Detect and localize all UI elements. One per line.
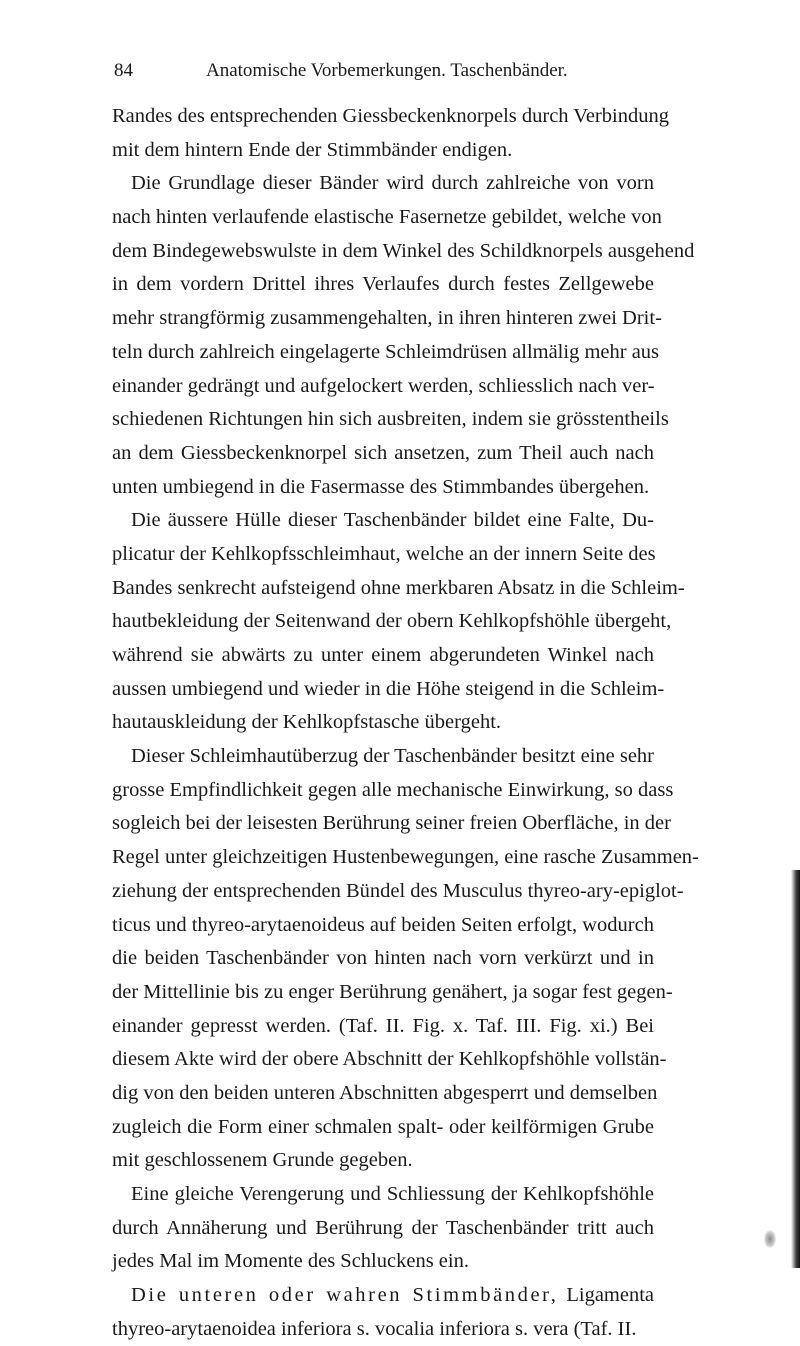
text-line: zugleich die Form einer schmalen spalt- oder keilförmigen Grube: [112, 1115, 654, 1138]
page-number: 84: [114, 60, 133, 81]
text-line: ziehung der entsprechenden Bündel des Musculus thyreo-ary-epiglot-: [112, 879, 684, 902]
text-line: Randes des entsprechenden Giessbeckenknorpels durch Verbindung: [112, 105, 669, 127]
text-line: der Mittellinie bis zu enger Berührung genähert, ja sogar fest gegen-: [112, 980, 673, 1003]
text-line: nach hinten verlaufende elastische Fasernetze gebildet, welche von: [112, 206, 662, 229]
text-line: mehr strangförmig zusammengehalten, in ihren hinteren zwei Drit-: [112, 307, 662, 330]
text-line: diesem Akte wird der obere Abschnitt der Kehlkopfshöhle vollstän-: [112, 1048, 667, 1071]
corner-smudge: [764, 1230, 776, 1248]
text-line-spaced-term: [112, 1279, 654, 1313]
term-latin: Ligamenta: [558, 1284, 655, 1307]
spaced-term: Die unteren oder wahren Stimmbänder,: [131, 1284, 559, 1307]
text-line: Regel unter gleichzeitigen Hustenbewegungen, eine rasche Zusammen-: [112, 846, 699, 869]
text-line: schiedenen Richtungen hin sich ausbreiten, indem sie grösstentheils: [112, 408, 669, 431]
page-header: [114, 60, 654, 88]
text-line: einander gedrängt und aufgelockert werden, schliesslich nach ver-: [112, 374, 655, 397]
text-line: mit geschlossenem Grunde gegeben.: [112, 1149, 413, 1172]
text-line: Bandes senkrecht aufsteigend ohne merkbaren Absatz in die Schleim-: [112, 576, 685, 599]
text-line: durch Annäherung und Berührung der Taschenbänder tritt auch: [112, 1216, 654, 1239]
text-line: Dieser Schleimhautüberzug der Taschenbänder besitzt eine sehr: [131, 745, 655, 768]
text-line: Eine gleiche Verengerung und Schliessung der Kehlkopfshöhle: [131, 1183, 654, 1205]
text-line: grosse Empfindlichkeit gegen alle mechanische Einwirkung, so dass: [112, 778, 674, 801]
text-line: aussen umbiegend und wieder in die Höhe steigend in die Schleim-: [112, 677, 665, 700]
text-line: hautauskleidung der Kehlkopfstasche übergeht.: [112, 711, 502, 734]
text-line: thyreo-arytaenoidea inferiora s. vocalia inferiora s. vera (Taf. II.: [112, 1317, 637, 1340]
text-line: mit dem hintern Ende der Stimmbänder endigen.: [112, 138, 513, 161]
text-line: Die Grundlage dieser Bänder wird durch zahlreiche von vorn: [131, 172, 654, 195]
text-line: dem Bindegewebswulste in dem Winkel des Schildknorpels ausgehend: [112, 239, 695, 262]
text-line: unten umbiegend in die Fasermasse des Stimmbandes übergehen.: [112, 475, 650, 498]
text-line: teln durch zahlreich eingelagerte Schleimdrüsen allmälig mehr aus: [112, 340, 660, 363]
text-line: einander gepresst werden. (Taf. II. Fig. x. Taf. III. Fig. xi.) Bei: [112, 1014, 654, 1037]
text-line: die beiden Taschenbänder von hinten nach vorn verkürzt und in: [112, 947, 654, 970]
page-edge-shadow: [791, 870, 800, 1268]
text-line: sogleich bei der leisesten Berührung seiner freien Oberfläche, in der: [112, 812, 671, 835]
text-line: ticus und thyreo-arytaenoideus auf beiden Seiten erfolgt, wodurch: [112, 913, 654, 936]
text-line: plicatur der Kehlkopfsschleimhaut, welche an der innern Seite des: [112, 542, 656, 565]
text-line: hautbekleidung der Seitenwand der obern Kehlkopfshöhle übergeht,: [112, 610, 672, 633]
text-line: jedes Mal im Momente des Schluckens ein.: [112, 1250, 469, 1273]
running-head: Anatomische Vorbemerkungen. Taschenbänder.: [206, 60, 568, 81]
text-line: an dem Giessbeckenknorpel sich ansetzen, zum Theil auch nach: [112, 441, 654, 464]
text-line: während sie abwärts zu unter einem abgerundeten Winkel nach: [112, 644, 654, 666]
body-text: [112, 100, 699, 1346]
text-line: dig von den beiden unteren Abschnitten abgesperrt und demselben: [112, 1081, 658, 1104]
text-line: in dem vordern Drittel ihres Verlaufes durch festes Zellgewebe: [112, 273, 654, 296]
text-line: Die äussere Hülle dieser Taschenbänder bildet eine Falte, Du-: [131, 509, 654, 532]
